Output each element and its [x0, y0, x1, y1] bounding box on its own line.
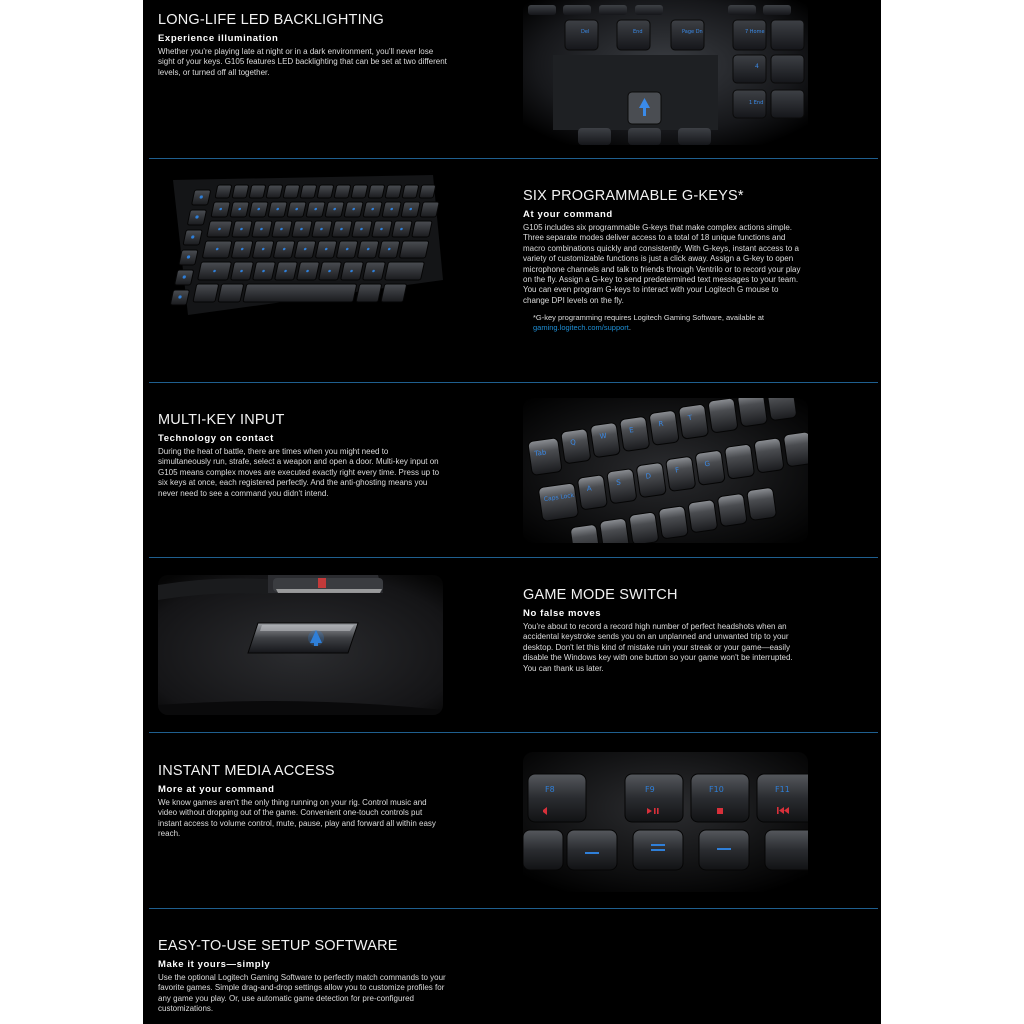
key-label: Caps Lock	[543, 491, 575, 504]
key-label: T	[687, 413, 693, 423]
section-title: INSTANT MEDIA ACCESS	[158, 763, 335, 779]
key-label: R	[658, 419, 664, 429]
support-link[interactable]: gaming.logitech.com/support	[533, 323, 629, 333]
key-label: 4	[755, 63, 759, 70]
multi-key-image	[523, 398, 808, 543]
key-label: F	[674, 466, 680, 475]
key-label: F8	[545, 785, 555, 794]
key-label: 7 Home	[745, 29, 765, 35]
section-body: We know games aren't the only thing running on your rig. Control music and video without dropping out of the game. Convenient one-touch controls put instant access to volume control, mute, pause, play and forward all within easy reach.	[158, 798, 436, 839]
section-body: You're about to record a record high number of perfect headshots when an accidental keystroke sends you on an unplanned and unwanted trip to your desktop. Don't let this kind of mistake ruin your streak or your game—easily disable the Windows key with one button so your game won't be interrupted. You can thank us later.	[523, 622, 793, 673]
g-keys-keyboard-image	[163, 170, 448, 320]
key-label: A	[586, 484, 593, 494]
section-subtitle: At your command	[523, 209, 613, 220]
footnote-text: *G-key programming requires Logitech Gaming Software, available at	[533, 313, 764, 323]
key-label: W	[599, 431, 608, 441]
key-label: F9	[645, 785, 655, 794]
key-label: Del	[581, 29, 590, 35]
section-setup-software	[158, 938, 448, 1015]
media-keys-image	[523, 752, 808, 892]
section-body: G105 includes six programmable G-keys that make complex actions simple. Three separate modes deliver access to a total of 18 unique functions and macro combinations quickly and consistently. With G-keys, instant access to a variety of customizable functions is just a click away. Assign a G-key to open microphone channels and talk to friends through Ventrilo or to record your play on the fly. Assign a G-key to send predetermined text messages to your team. You can even program G-keys to interact with your Logitech G mouse to change DPI levels on the fly.	[523, 223, 801, 305]
section-title: LONG-LIFE LED BACKLIGHTING	[158, 12, 384, 28]
backlit-keys-image	[523, 0, 808, 145]
section-led-backlighting	[158, 12, 448, 78]
g-key-footnote	[523, 313, 801, 333]
key-label: Tab	[533, 448, 547, 458]
section-g-keys	[523, 188, 801, 333]
key-label: Q	[569, 438, 577, 447]
section-title: EASY-TO-USE SETUP SOFTWARE	[158, 938, 398, 954]
section-divider	[149, 908, 878, 909]
key-label: E	[628, 426, 635, 435]
key-label: D	[645, 472, 652, 481]
section-divider	[149, 382, 878, 383]
section-title: GAME MODE SWITCH	[523, 587, 678, 603]
section-subtitle: No false moves	[523, 608, 602, 619]
stop-icon	[717, 808, 723, 814]
key-label: 1 End	[749, 100, 764, 106]
section-body: Use the optional Logitech Gaming Software to perfectly match commands to your favorite games. Simple drag-and-drop settings allow you to customize profiles for any game you play. Or, use automatic game detection for pre-configured customizations.	[158, 973, 446, 1014]
section-title: SIX PROGRAMMABLE G-KEYS*	[523, 188, 744, 204]
game-mode-switch-image	[158, 575, 443, 715]
product-feature-page	[143, 0, 881, 1024]
key-label: End	[633, 29, 643, 35]
key-label: F11	[775, 785, 790, 794]
section-subtitle: Experience illumination	[158, 33, 279, 44]
section-divider	[149, 557, 878, 558]
section-title: MULTI-KEY INPUT	[158, 412, 285, 428]
section-subtitle: More at your command	[158, 784, 275, 795]
section-divider	[149, 158, 878, 159]
footnote-period: .	[628, 323, 631, 333]
section-multi-key	[158, 412, 443, 499]
section-subtitle: Make it yours—simply	[158, 959, 271, 970]
key-label: Page Dn	[682, 29, 703, 35]
key-label: G	[704, 459, 711, 469]
key-label: F10	[709, 785, 724, 794]
section-body: Whether you're playing late at night or in a dark environment, you'll never lose sight of your keys. G105 features LED backlighting that can be set at two different levels, or turned off all together.	[158, 47, 447, 77]
section-media-access	[158, 763, 443, 840]
section-body: During the heat of battle, there are times when you might need to simultaneously run, strafe, select a weapon and open a door. Multi-key input on G105 means complex moves are executed exactly right every time. Press up to six keys at once, each registered perfectly. And the anti-ghosting means you never need to see a command you didn't intend.	[158, 447, 440, 498]
section-subtitle: Technology on contact	[158, 433, 274, 444]
section-game-mode	[523, 587, 803, 674]
key-label: S	[615, 478, 622, 487]
section-divider	[149, 732, 878, 733]
